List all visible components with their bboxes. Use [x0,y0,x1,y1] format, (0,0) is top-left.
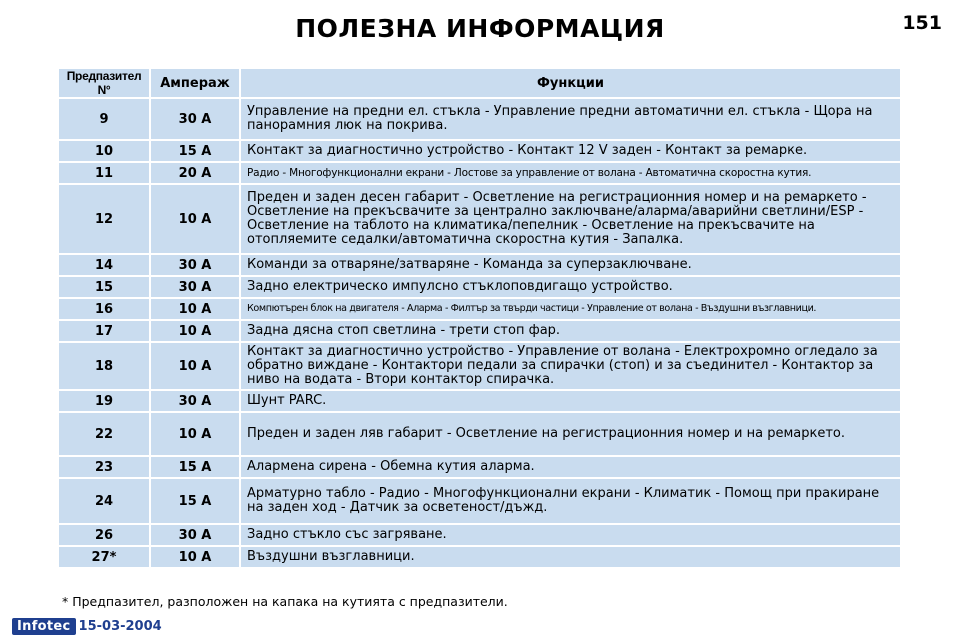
table-row [58,342,901,390]
fuse-amperage: 10 A [150,298,240,320]
column-header-fuse: Предпазител N° [58,68,150,98]
fuse-number: 14 [58,254,150,276]
table-row [58,184,901,254]
table-header-row [58,68,901,98]
fuse-amperage: 10 A [150,320,240,342]
fuse-amperage: 30 A [150,276,240,298]
fuse-number: 23 [58,456,150,478]
fuse-function: Въздушни възглавници. [240,546,901,568]
fuse-function: Алармена сирена - Обемна кутия аларма. [240,456,901,478]
fuse-function: Преден и заден десен габарит - Осветление на регистрационния номер и на ремаркето - Осветление на прекъсвачите за централно заключване/аларма/аварийни светлини/ESP - Осветление на таблото на климатика/пепелник - Осветление на прекъсвачите на отопляемите седалки/автоматична скоростна кутия - Запалка. [240,184,901,254]
fuse-number: 15 [58,276,150,298]
page-title: ПОЛЕЗНА ИНФОРМАЦИЯ [295,14,665,43]
table-row [58,298,901,320]
fuse-function: Команди за отваряне/затваряне - Команда за суперзаключване. [240,254,901,276]
fuse-number: 12 [58,184,150,254]
fuse-amperage: 15 A [150,140,240,162]
table-row [58,390,901,412]
fuse-function: Контакт за диагностично устройство - Контакт 12 V заден - Контакт за ремарке. [240,140,901,162]
fuse-number: 11 [58,162,150,184]
table-row [58,254,901,276]
table-row [58,98,901,140]
table-row [58,546,901,568]
footnote: * Предпазител, разположен на капака на кутията с предпазители. [62,594,508,609]
table-row [58,524,901,546]
footer-date: 15-03-2004 [78,619,162,634]
infotec-logo: Infotec [12,618,76,635]
fuse-function: Контакт за диагностично устройство - Управление от волана - Електрохромно огледало за обратно виждане - Контактори педали за спирачки (стоп) и за съединител - Контактор за ниво на водата - Втори контактор спирачка. [240,342,901,390]
fuse-number: 10 [58,140,150,162]
fuse-amperage: 10 A [150,342,240,390]
fuse-amperage: 15 A [150,478,240,524]
column-header-amperage: Ампераж [150,68,240,98]
table-row [58,456,901,478]
fuse-amperage: 10 A [150,184,240,254]
fuse-function: Задна дясна стоп светлина - трети стоп фар. [240,320,901,342]
table-row [58,276,901,298]
column-header-functions: Функции [240,68,901,98]
fuse-function: Задно електрическо импулсно стъклоповдигащо устройство. [240,276,901,298]
fuse-number: 16 [58,298,150,320]
table-row [58,162,901,184]
fuse-function: Арматурно табло - Радио - Многофункционални екрани - Климатик - Помощ при пракиране на заден ход - Датчик за осветеност/дъжд. [240,478,901,524]
fuse-amperage: 30 A [150,98,240,140]
fuse-amperage: 30 A [150,254,240,276]
fuse-amperage: 20 A [150,162,240,184]
footer [12,618,162,635]
fuse-function: Задно стъкло със загряване. [240,524,901,546]
fuse-function: Компютърен блок на двигателя - Аларма - Филтър за твърди частици - Управление от волана - Въздушни възглавници. [240,298,901,320]
fuse-number: 24 [58,478,150,524]
fuse-function: Управление на предни ел. стъкла - Управление предни автоматични ел. стъкла - Щора на панорамния люк на покрива. [240,98,901,140]
fuse-function: Шунт PARC. [240,390,901,412]
fuse-function: Преден и заден ляв габарит - Осветление на регистрационния номер и на ремаркето. [240,412,901,456]
fuse-amperage: 30 A [150,524,240,546]
page-number: 151 [902,12,942,34]
fuse-number: 17 [58,320,150,342]
fuse-function: Радио - Многофункционални екрани - Лостове за управление от волана - Автоматична скоростна кутия. [240,162,901,184]
fuse-amperage: 30 A [150,390,240,412]
fuse-amperage: 10 A [150,412,240,456]
fuse-amperage: 15 A [150,456,240,478]
table-row [58,412,901,456]
fuse-number: 19 [58,390,150,412]
fuse-table [57,67,902,569]
table-row [58,478,901,524]
fuse-number: 27* [58,546,150,568]
fuse-number: 9 [58,98,150,140]
fuse-amperage: 10 A [150,546,240,568]
fuse-number: 18 [58,342,150,390]
table-row [58,320,901,342]
fuse-number: 26 [58,524,150,546]
fuse-number: 22 [58,412,150,456]
table-row [58,140,901,162]
